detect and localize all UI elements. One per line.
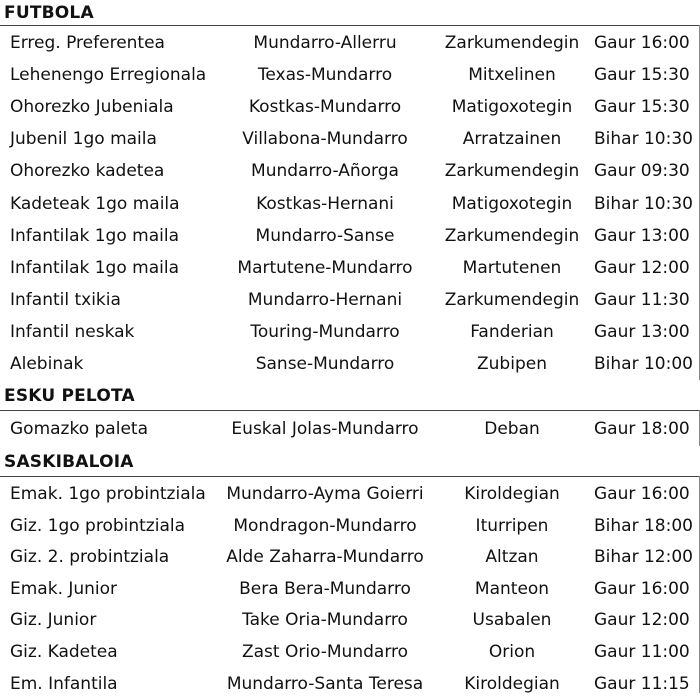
venue-cell: Altzan (485, 547, 539, 568)
category-cell: Ohorezko kadetea (10, 161, 165, 182)
match-cell: Mundarro-Sanse (255, 225, 395, 246)
schedule-row (0, 637, 700, 667)
schedule-row (0, 60, 700, 90)
match-cell: Euskal Jolas-Mundarro (231, 419, 419, 439)
schedule-row (0, 669, 700, 699)
venue-cell: Iturripen (475, 515, 549, 536)
venue-cell: Kiroldegian (464, 673, 560, 694)
match-cell: Take Oria-Mundarro (242, 610, 408, 631)
match-cell: Touring-Mundarro (250, 321, 400, 342)
schedule-row (0, 414, 700, 444)
venue-cell: Orion (488, 642, 536, 662)
schedule-row (0, 542, 700, 572)
schedule-row (0, 156, 700, 186)
category-cell: Gomazko paleta (10, 419, 148, 439)
venue-cell: Usabalen (472, 610, 552, 631)
time-cell: Gaur 16:00 (594, 578, 690, 599)
section-divider (0, 410, 700, 411)
schedule-row (0, 574, 700, 604)
match-cell: Mundarro-Santa Teresa (226, 673, 424, 694)
match-cell: Martutene-Mundarro (237, 257, 413, 278)
match-cell: Sanse-Mundarro (255, 354, 395, 374)
time-cell: Gaur 15:30 (594, 97, 690, 118)
category-cell: Lehenengo Erregionala (10, 65, 207, 86)
time-cell: Bihar 10:30 (594, 193, 693, 214)
category-cell: Giz. 1go probintziala (10, 515, 186, 536)
schedule-row (0, 253, 700, 283)
category-cell: Giz. 2. probintziala (10, 547, 170, 568)
time-cell: Gaur 11:30 (594, 289, 690, 310)
match-cell: Mundarro-Ayma Goierri (226, 484, 424, 504)
time-cell: Bihar 10:30 (594, 129, 693, 150)
venue-cell: Arratzainen (462, 129, 562, 150)
section-divider (0, 25, 700, 26)
match-cell: Mundarro-Allerru (253, 33, 397, 53)
category-cell: Emak. Junior (10, 578, 118, 599)
venue-cell: Zarkumendegin (444, 33, 580, 53)
schedule-row (0, 28, 700, 58)
time-cell: Gaur 16:00 (594, 33, 690, 53)
category-cell: Giz. Junior (10, 610, 97, 631)
time-cell: Bihar 10:00 (594, 354, 693, 374)
time-cell: Gaur 16:00 (594, 484, 690, 504)
time-cell: Gaur 11:00 (594, 642, 690, 662)
schedule-row (0, 605, 700, 635)
category-cell: Ohorezko Jubeniala (10, 97, 174, 118)
schedule-row (0, 189, 700, 219)
category-cell: Infantilak 1go maila (10, 225, 179, 246)
venue-cell: Manteon (474, 578, 550, 599)
section-title: FUTBOLA (4, 3, 94, 23)
time-cell: Bihar 18:00 (594, 515, 693, 536)
category-cell: Emak. 1go probintziala (10, 484, 206, 504)
time-cell: Gaur 15:30 (594, 65, 690, 86)
schedule-row (0, 349, 700, 379)
category-cell: Kadeteak 1go maila (10, 193, 180, 214)
match-cell: Mundarro-Añorga (251, 161, 399, 182)
category-cell: Infantilak 1go maila (10, 257, 179, 278)
venue-cell: Fanderian (470, 321, 554, 342)
time-cell: Gaur 09:30 (594, 161, 690, 182)
match-cell: Villabona-Mundarro (242, 129, 408, 150)
match-cell: Kostkas-Hernani (256, 193, 394, 214)
category-cell: Alebinak (10, 354, 84, 374)
venue-cell: Zarkumendegin (444, 161, 580, 182)
section-title: ESKU PELOTA (4, 386, 135, 406)
time-cell: Gaur 12:00 (594, 610, 690, 631)
section-title: SASKIBALOIA (4, 452, 134, 472)
category-cell: Infantil txikia (10, 289, 121, 310)
venue-cell: Matigoxotegin (451, 97, 573, 118)
category-cell: Em. Infantila (10, 673, 118, 694)
time-cell: Gaur 18:00 (594, 419, 690, 439)
schedule-row (0, 285, 700, 315)
venue-cell: Mitxelinen (468, 65, 556, 86)
match-cell: Mondragon-Mundarro (233, 515, 417, 536)
match-cell: Texas-Mundarro (257, 65, 393, 86)
schedule-row (0, 479, 700, 509)
venue-cell: Zubipen (477, 354, 547, 374)
category-cell: Infantil neskak (10, 321, 135, 342)
venue-cell: Matigoxotegin (451, 193, 573, 214)
venue-cell: Zarkumendegin (444, 289, 580, 310)
time-cell: Gaur 13:00 (594, 321, 690, 342)
schedule-row (0, 221, 700, 251)
schedule-row (0, 511, 700, 541)
time-cell: Gaur 13:00 (594, 225, 690, 246)
match-cell: Zast Orio-Mundarro (241, 642, 409, 662)
match-cell: Kostkas-Mundarro (248, 97, 402, 118)
match-cell: Bera Bera-Mundarro (239, 578, 411, 599)
match-cell: Alde Zaharra-Mundarro (226, 547, 424, 568)
venue-cell: Deban (484, 419, 540, 439)
schedule-row (0, 92, 700, 122)
time-cell: Gaur 12:00 (594, 257, 690, 278)
category-cell: Erreg. Preferentea (10, 33, 165, 53)
venue-cell: Martutenen (462, 257, 562, 278)
venue-cell: Kiroldegian (464, 484, 560, 504)
venue-cell: Zarkumendegin (444, 225, 580, 246)
category-cell: Jubenil 1go maila (10, 129, 157, 150)
section-divider (0, 476, 700, 477)
match-cell: Mundarro-Hernani (247, 289, 403, 310)
category-cell: Giz. Kadetea (10, 642, 118, 662)
time-cell: Bihar 12:00 (594, 547, 693, 568)
schedule-row (0, 124, 700, 154)
time-cell: Gaur 11:15 (594, 673, 690, 694)
schedule-row (0, 317, 700, 347)
